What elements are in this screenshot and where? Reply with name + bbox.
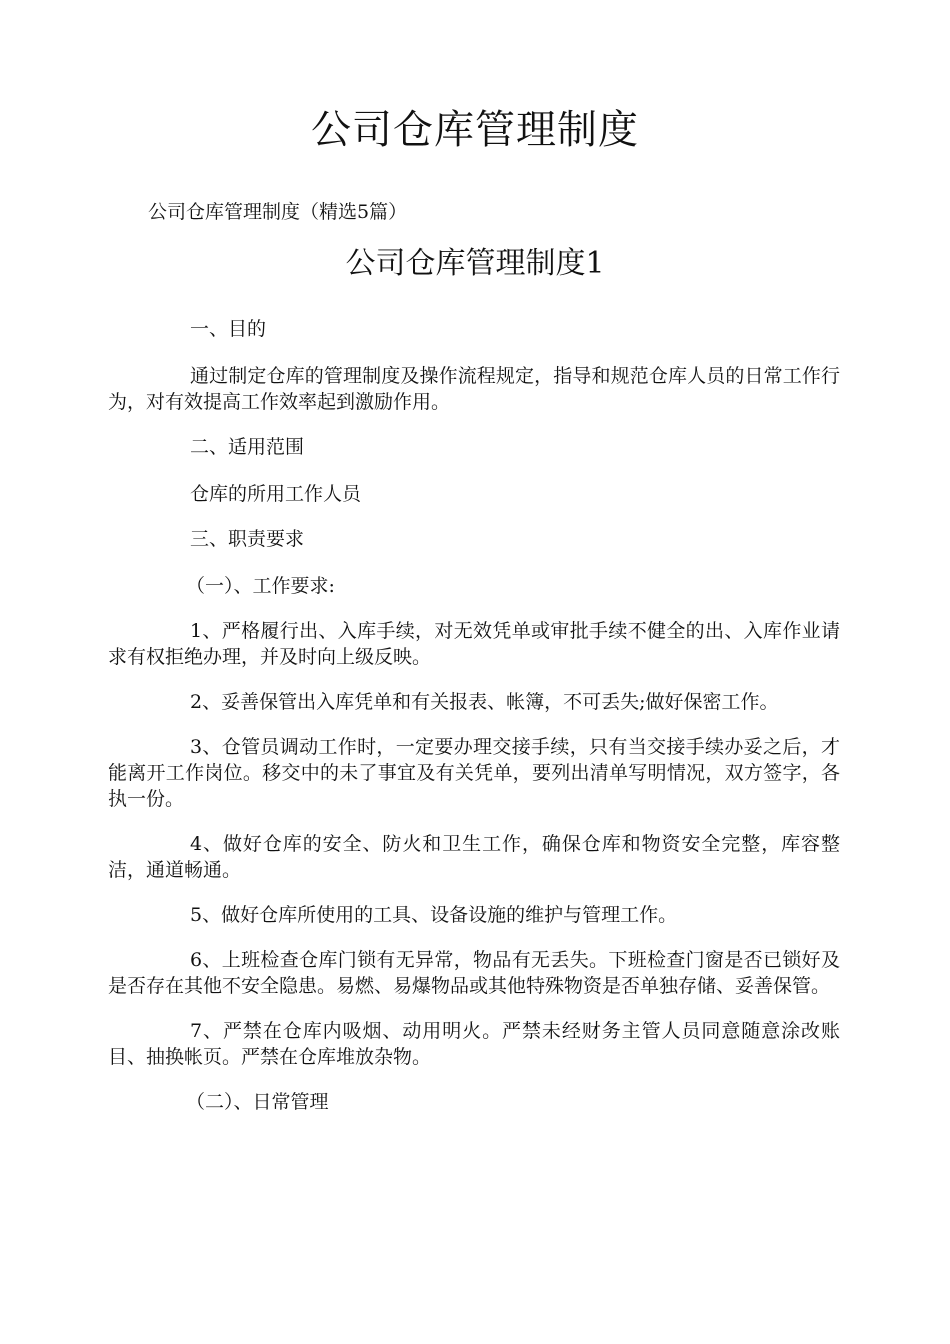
list-item: 4、做好仓库的安全、防火和卫生工作，确保仓库和物资安全完整，库容整洁，通道畅通。 <box>108 833 840 881</box>
paragraph-scope: 仓库的所用工作人员 <box>190 483 362 505</box>
document-title: 公司仓库管理制度 <box>311 107 639 153</box>
subheading-work-requirements: （一）、工作要求: <box>186 575 335 597</box>
document-subtitle: 公司仓库管理制度（精选5篇） <box>148 201 408 223</box>
section-title: 公司仓库管理制度1 <box>345 246 605 281</box>
heading-responsibilities: 三、职责要求 <box>190 528 305 550</box>
list-item: 3、仓管员调动工作时，一定要办理交接手续，只有当交接手续办妥之后，才能离开工作岗位。移交中的未了事宜及有关凭单，要列出清单写明情况，双方签字，各执一份。 <box>108 736 840 810</box>
list-item: 5、做好仓库所使用的工具、设备设施的维护与管理工作。 <box>190 904 678 926</box>
heading-scope: 二、适用范围 <box>190 436 305 458</box>
list-item: 6、上班检查仓库门锁有无异常，物品有无丢失。下班检查门窗是否已锁好及是否存在其他不安全隐患。易燃、易爆物品或其他特殊物资是否单独存储、妥善保管。 <box>108 949 840 997</box>
list-item: 2、妥善保管出入库凭单和有关报表、帐簿，不可丢失;做好保密工作。 <box>190 691 779 713</box>
heading-purpose: 一、目的 <box>190 318 267 340</box>
list-item: 1、严格履行出、入库手续，对无效凭单或审批手续不健全的出、入库作业请求有权拒绝办理，并及时向上级反映。 <box>108 620 840 668</box>
subheading-daily-management: （二）、日常管理 <box>186 1091 329 1113</box>
list-item: 7、严禁在仓库内吸烟、动用明火。严禁未经财务主管人员同意随意涂改账目、抽换帐页。严禁在仓库堆放杂物。 <box>108 1020 840 1068</box>
paragraph-purpose: 通过制定仓库的管理制度及操作流程规定，指导和规范仓库人员的日常工作行为，对有效提高工作效率起到激励作用。 <box>108 365 840 413</box>
document-body <box>108 316 840 1134</box>
